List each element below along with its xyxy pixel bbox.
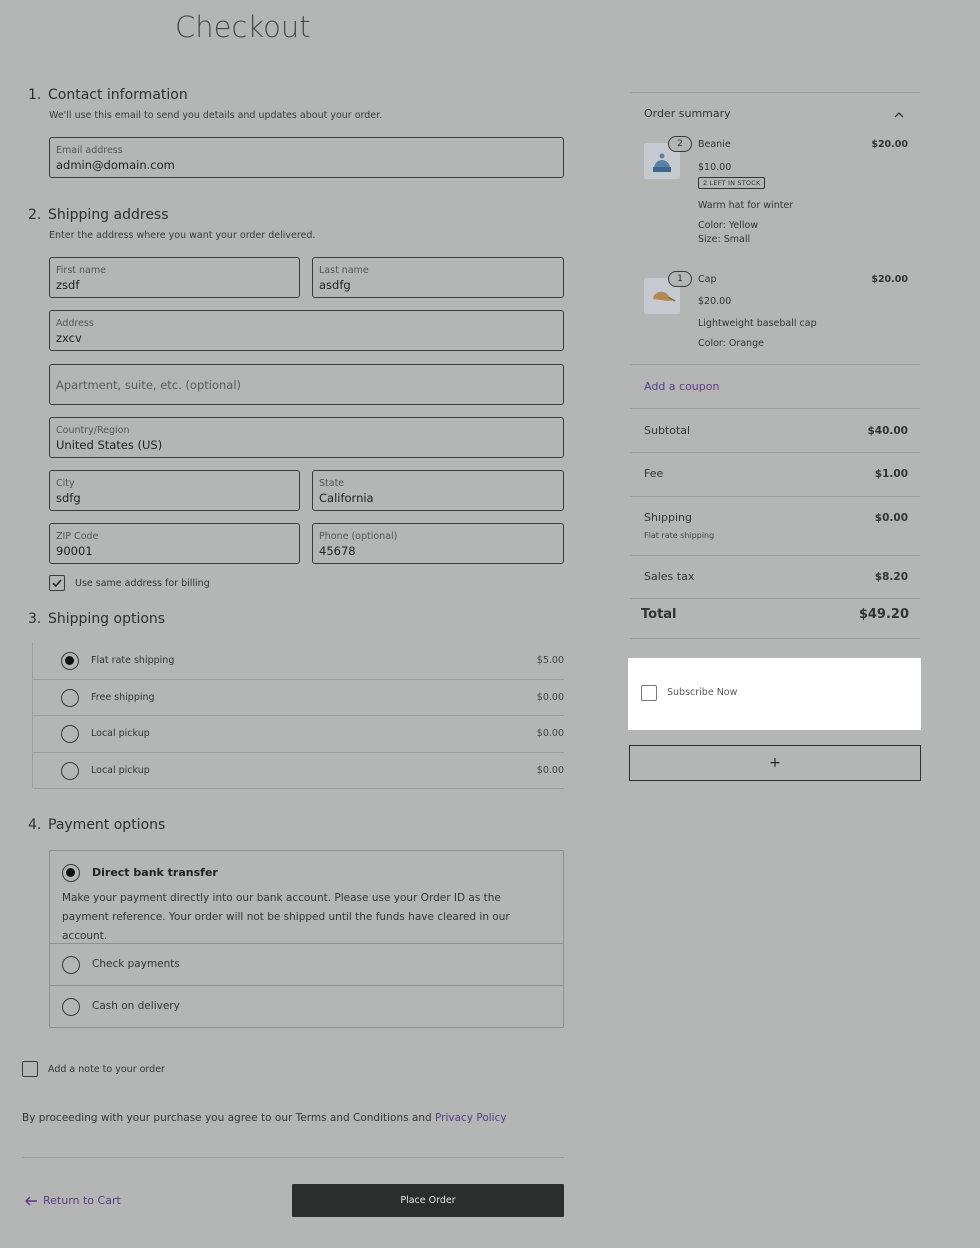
- phone-label: Phone (optional): [319, 531, 398, 542]
- shipping-label: Shipping: [644, 511, 692, 524]
- last-name-field[interactable]: [312, 257, 564, 298]
- subscribe-checkbox[interactable]: [641, 685, 657, 701]
- shipping-option[interactable]: [33, 680, 564, 717]
- radio[interactable]: [61, 689, 79, 707]
- sales-tax-value: $8.20: [874, 571, 908, 583]
- email-field[interactable]: [49, 137, 564, 178]
- item-total: $20.00: [871, 274, 908, 285]
- apartment-field[interactable]: [49, 364, 564, 405]
- order-note-label: Add a note to your order: [48, 1064, 165, 1075]
- divider: [630, 452, 920, 453]
- actions-divider: [22, 1157, 564, 1158]
- apartment-placeholder: Apartment, suite, etc. (optional): [56, 378, 242, 392]
- address-value: zxcv: [56, 331, 82, 345]
- return-to-cart-link[interactable]: [24, 1194, 121, 1207]
- shipping-value: $0.00: [874, 512, 908, 524]
- first-name-field[interactable]: [49, 257, 300, 298]
- chevron-up-icon[interactable]: [893, 111, 905, 119]
- plus-icon: +: [769, 755, 781, 771]
- item-description: Lightweight baseball cap: [698, 318, 817, 329]
- cash-on-delivery-label: Cash on delivery: [92, 1000, 180, 1012]
- payment-option-cod[interactable]: [50, 986, 563, 1027]
- city-value: sdfg: [56, 491, 81, 505]
- order-note-checkbox[interactable]: [22, 1061, 38, 1077]
- section-number: 1.: [28, 87, 42, 103]
- shipping-option-price: $0.00: [536, 728, 564, 739]
- section-number: 2.: [28, 207, 42, 223]
- shipping-option-name: Free shipping: [91, 691, 155, 703]
- shipping-option[interactable]: [33, 643, 564, 680]
- shipping-option-price: $5.00: [536, 655, 564, 666]
- city-field[interactable]: [49, 470, 300, 511]
- shipping-option-name: Local pickup: [91, 764, 150, 776]
- last-name-value: asdfg: [319, 278, 351, 292]
- item-name: Beanie: [698, 139, 731, 150]
- shipping-method: Flat rate shipping: [644, 531, 715, 540]
- total-label: Total: [641, 607, 677, 622]
- check-payments-label: Check payments: [92, 958, 180, 970]
- country-label: Country/Region: [56, 425, 130, 436]
- section-number: 4.: [28, 817, 42, 833]
- return-to-cart-label: Return to Cart: [43, 1194, 121, 1207]
- country-value: United States (US): [56, 438, 163, 452]
- radio-selected[interactable]: [62, 864, 80, 882]
- shipping-options-list: [33, 643, 564, 789]
- payment-options-box: [49, 850, 564, 1028]
- payment-option-bank[interactable]: [50, 851, 563, 944]
- phone-field[interactable]: [312, 523, 564, 564]
- shipping-option-name: Flat rate shipping: [91, 655, 175, 666]
- state-select[interactable]: [312, 470, 564, 511]
- place-order-button[interactable]: [292, 1184, 564, 1217]
- section-title: Contact information: [48, 87, 188, 103]
- item-name: Cap: [698, 274, 717, 285]
- zip-value: 90001: [56, 544, 93, 558]
- state-value: California: [319, 491, 374, 505]
- payment-option-check[interactable]: [50, 944, 563, 986]
- order-summary-heading: Order summary: [644, 107, 731, 120]
- item-color: Color: Yellow: [698, 220, 759, 231]
- payment-options-heading: [28, 817, 165, 833]
- zip-label: ZIP Code: [56, 531, 99, 542]
- section-title: Shipping address: [48, 207, 169, 223]
- shipping-address-description: Enter the address where you want your order delivered.: [49, 230, 316, 241]
- zip-field[interactable]: [49, 523, 300, 564]
- divider: [630, 408, 920, 409]
- arrow-left-icon: [24, 1196, 38, 1206]
- email-value: admin@domain.com: [56, 158, 175, 172]
- shipping-option[interactable]: [33, 753, 564, 790]
- add-coupon-link[interactable]: Add a coupon: [644, 380, 720, 393]
- shipping-option[interactable]: [33, 716, 564, 753]
- item-total: $20.00: [871, 139, 908, 150]
- fee-value: $1.00: [874, 468, 908, 480]
- quantity-badge: 2: [668, 136, 692, 152]
- radio[interactable]: [62, 998, 80, 1016]
- last-name-label: Last name: [319, 265, 369, 276]
- section-number: 3.: [28, 611, 42, 627]
- checkmark-icon: [50, 576, 64, 590]
- city-label: City: [56, 478, 75, 489]
- subscribe-label: Subscribe Now: [667, 687, 738, 698]
- section-title: Payment options: [48, 817, 166, 833]
- state-label: State: [319, 478, 345, 489]
- sales-tax-label: Sales tax: [644, 570, 695, 583]
- email-label: Email address: [56, 145, 123, 156]
- country-select[interactable]: [49, 417, 564, 458]
- divider: [630, 598, 920, 599]
- billing-same-label: Use same address for billing: [75, 578, 210, 589]
- item-color: Color: Orange: [698, 338, 764, 349]
- subtotal-value: $40.00: [867, 425, 908, 437]
- item-size: Size: Small: [698, 234, 751, 245]
- shipping-option-name: Local pickup: [91, 728, 150, 739]
- privacy-policy-link[interactable]: Privacy Policy: [435, 1112, 507, 1124]
- shipping-options-heading: [28, 611, 165, 627]
- divider: [630, 496, 920, 497]
- total-value: $49.20: [858, 607, 909, 622]
- stock-badge: 2 LEFT IN STOCK: [698, 177, 765, 189]
- address-field[interactable]: [49, 310, 564, 351]
- bank-transfer-label: Direct bank transfer: [92, 866, 218, 879]
- quantity-badge: 1: [668, 271, 692, 287]
- terms-statement: By proceeding with your purchase you agree to our Terms and Conditions and: [22, 1112, 436, 1124]
- shipping-option-price: $0.00: [536, 764, 564, 776]
- phone-value: 45678: [319, 544, 356, 558]
- contact-description: We'll use this email to send you details and updates about your order.: [49, 110, 383, 121]
- item-description: Warm hat for winter: [698, 200, 794, 211]
- shipping-option-price: $0.00: [536, 691, 564, 703]
- radio[interactable]: [61, 725, 79, 743]
- subtotal-label: Subtotal: [644, 424, 691, 437]
- radio-selected[interactable]: [61, 652, 79, 670]
- fee-label: Fee: [644, 467, 664, 480]
- divider: [630, 555, 920, 556]
- item-unit-price: $20.00: [698, 296, 732, 307]
- place-order-label: Place Order: [400, 1195, 456, 1206]
- radio[interactable]: [62, 956, 80, 974]
- radio[interactable]: [61, 762, 79, 780]
- add-block-button[interactable]: [629, 745, 921, 781]
- billing-same-checkbox[interactable]: [49, 575, 65, 591]
- section-title: Shipping options: [48, 611, 166, 627]
- first-name-value: zsdf: [56, 278, 80, 292]
- terms-text: [22, 1112, 507, 1124]
- subscribe-panel: [628, 658, 921, 730]
- divider: [630, 364, 920, 365]
- address-label: Address: [56, 318, 94, 329]
- summary-top-divider: [630, 92, 920, 93]
- shipping-address-heading: [28, 207, 169, 223]
- contact-section-heading: [28, 87, 188, 103]
- page-title: Checkout: [175, 10, 311, 44]
- first-name-label: First name: [56, 265, 106, 276]
- item-unit-price: $10.00: [698, 162, 732, 173]
- divider: [630, 638, 920, 639]
- bank-transfer-description: Make your payment directly into our bank account. Please use your Order ID as the payment reference. Your order will not be shipped until the funds have cleared in our account.: [62, 892, 510, 942]
